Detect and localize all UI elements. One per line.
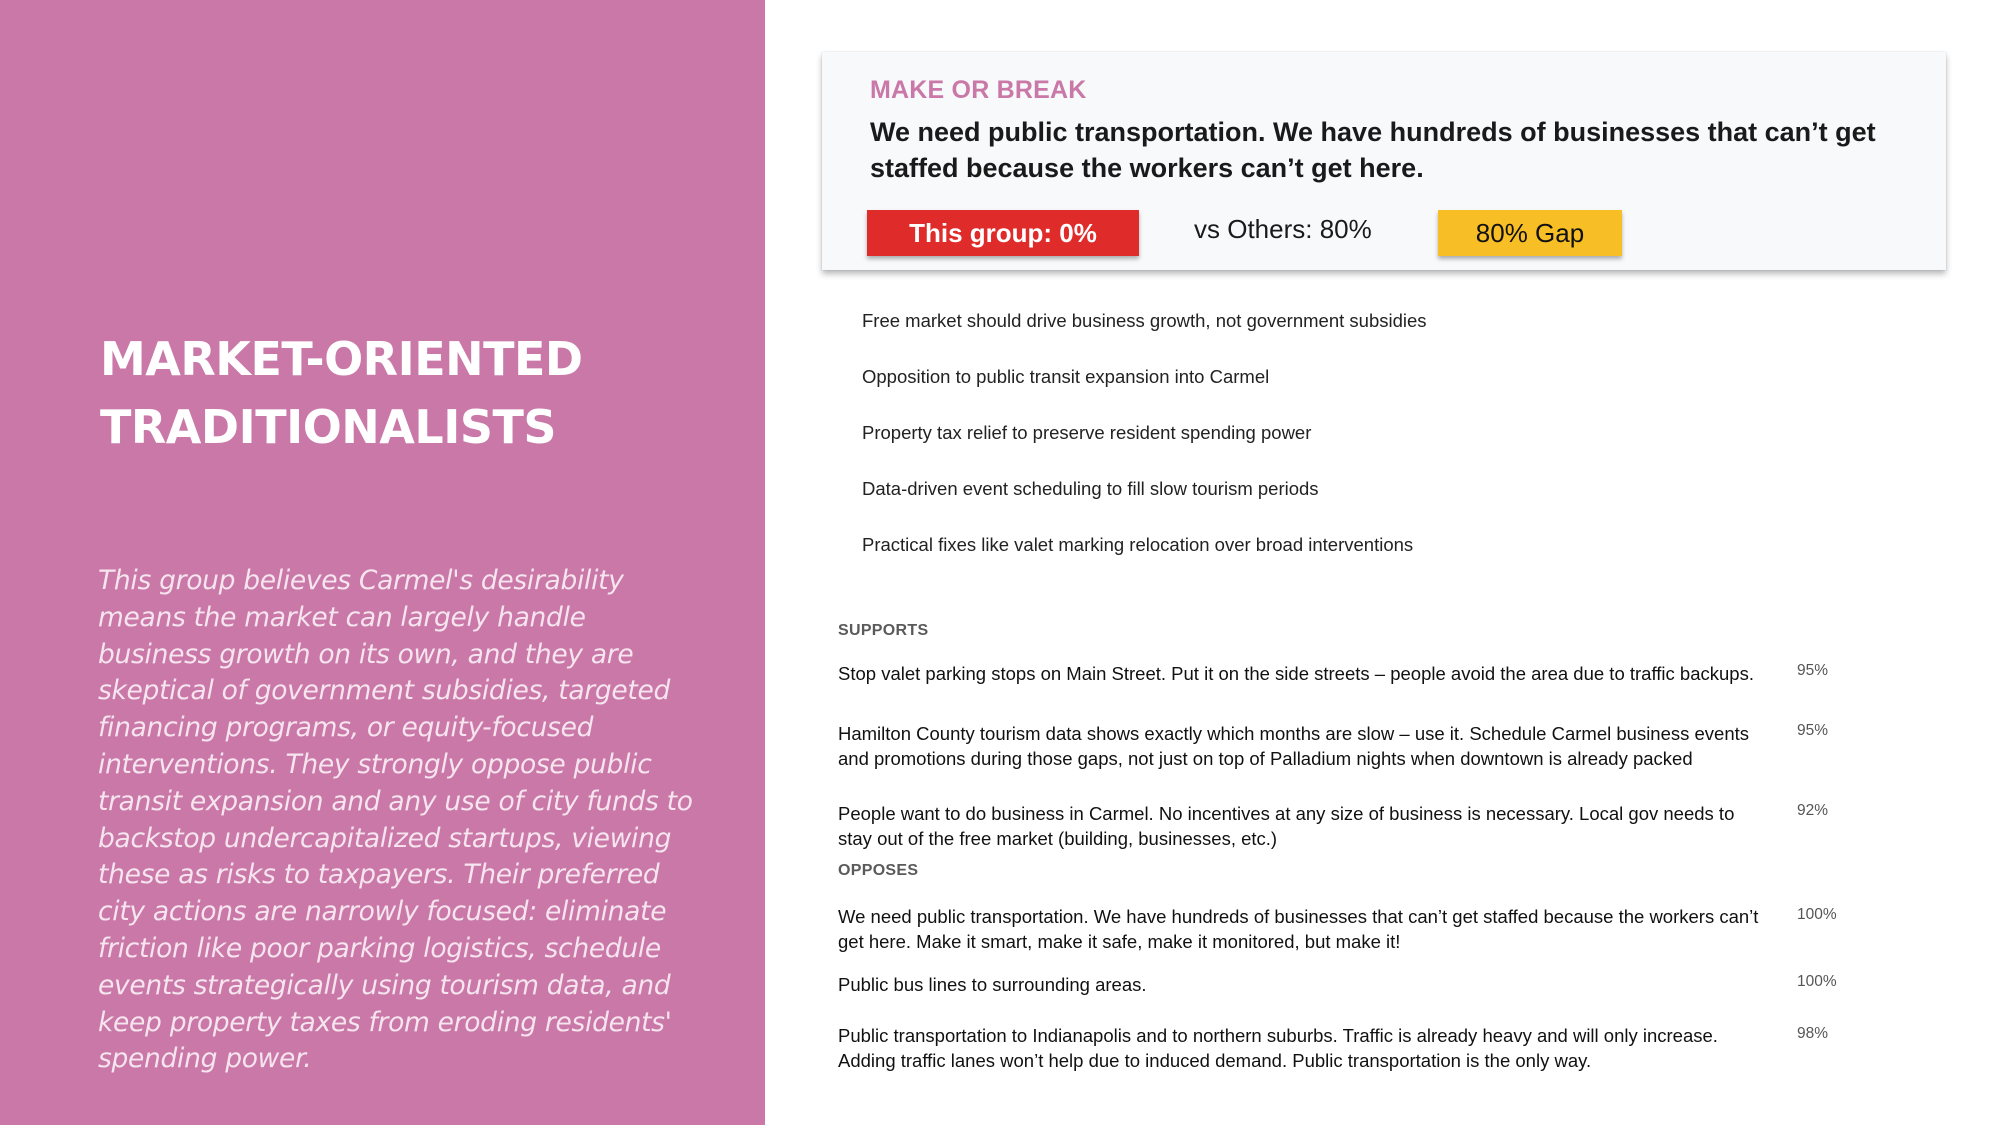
priority-item: Opposition to public transit expansion into Carmel xyxy=(862,366,1270,387)
priority-item: Property tax relief to preserve resident spending power xyxy=(862,422,1312,443)
priority-item: Practical fixes like valet marking relocation over broad interventions xyxy=(862,534,1414,555)
support-statement: Hamilton County tourism data shows exactly which months are slow – use it. Schedule Carmel business events and promotions during those gaps, not just on top of Palladium nights when downtown is already packed xyxy=(838,723,1750,769)
opposes-heading: OPPOSES xyxy=(838,862,919,879)
supports-heading: SUPPORTS xyxy=(838,622,929,639)
support-statement: Stop valet parking stops on Main Street. Put it on the side streets – people avoid the area due to traffic backups. xyxy=(838,663,1754,684)
make-or-break-quote: We need public transportation. We have hundreds of businesses that can’t get staffed because the workers can’t get here. xyxy=(870,117,1876,183)
vs-others-text: vs Others: 80% xyxy=(1194,214,1372,244)
this-group-badge: This group: 0% xyxy=(867,210,1139,256)
priority-item: Free market should drive business growth, not government subsidies xyxy=(862,310,1427,331)
oppose-percent: 100% xyxy=(1797,973,1837,990)
oppose-statement: Public transportation to Indianapolis and to northern suburbs. Traffic is already heavy and will only increase. Adding traffic lanes won’t help due to induced demand. Public transportation is the only way. xyxy=(838,1025,1718,1071)
segment-title xyxy=(100,325,720,461)
segment-description: This group believes Carmel's desirability means the market can largely handle business growth on its own, and they are skeptical of government subsidies, targeted financing programs, or equity-focused interventions. They strongly oppose public transit expansion and any use of city funds to backstop undercapitalized startups, viewing these as risks to taxpayers. Their preferred city actions are narrowly focused: eliminate friction like poor parking logistics, schedule events strategically using tourism data, and keep property taxes from eroding residents' spending power. xyxy=(98,565,693,1075)
priority-item: Data-driven event scheduling to fill slow tourism periods xyxy=(862,478,1319,499)
segment-title-line1: MARKET-ORIENTED xyxy=(100,332,583,386)
support-percent: 92% xyxy=(1797,802,1829,819)
segment-title-line2: TRADITIONALISTS xyxy=(100,400,556,454)
oppose-statement: Public bus lines to surrounding areas. xyxy=(838,974,1147,995)
segment-panel xyxy=(0,0,765,1125)
make-or-break-card xyxy=(822,52,1946,270)
oppose-percent: 100% xyxy=(1797,906,1837,923)
oppose-statement: We need public transportation. We have hundreds of businesses that can’t get staffed because the workers can’t get here. Make it smart, make it safe, make it monitored, but make it! xyxy=(838,906,1759,952)
support-statement: People want to do business in Carmel. No incentives at any size of business is necessary. Local gov needs to stay out of the free market (building, businesses, etc.) xyxy=(838,803,1735,849)
priority-list xyxy=(862,310,1862,590)
oppose-percent: 98% xyxy=(1797,1025,1829,1042)
gap-badge: 80% Gap xyxy=(1438,210,1622,256)
support-percent: 95% xyxy=(1797,662,1829,679)
make-or-break-label: MAKE OR BREAK xyxy=(870,76,1087,104)
support-percent: 95% xyxy=(1797,722,1829,739)
